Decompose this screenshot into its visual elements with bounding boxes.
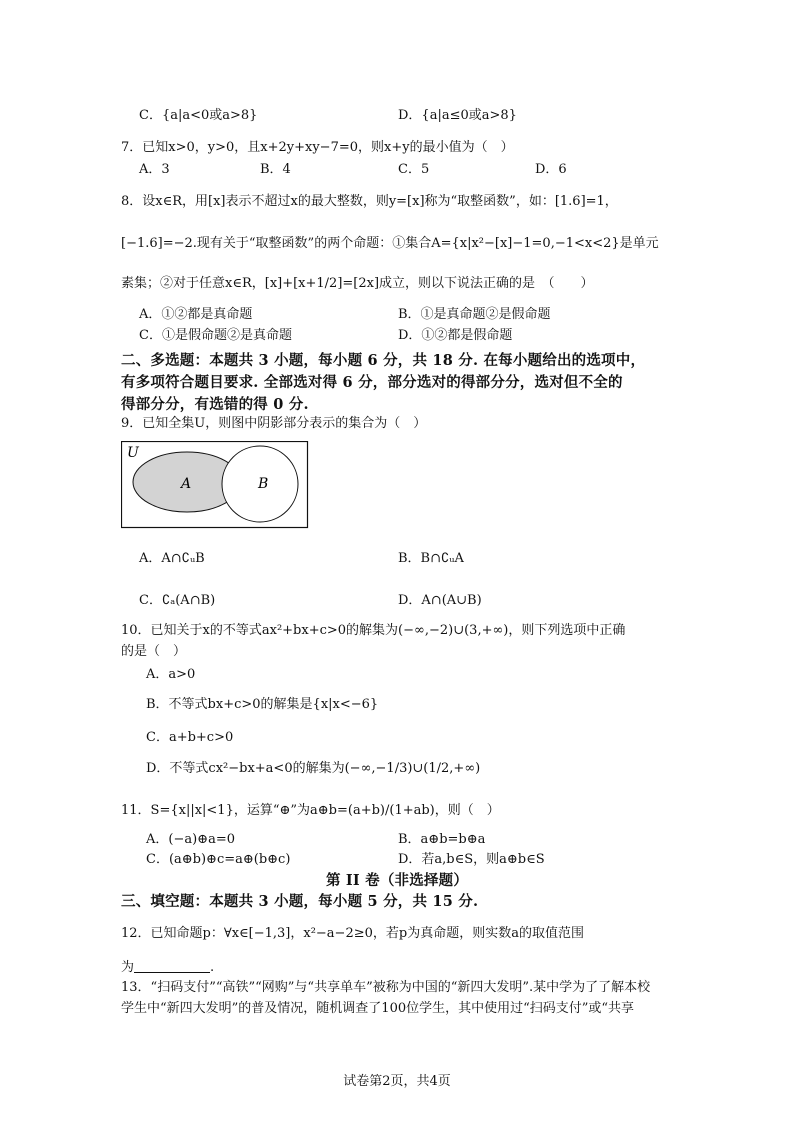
q12-line-1: 12．已知命题p：∀x∈[−1,3]，x²−a−2≥0，若p为真命题，则实数a的取值范围 (121, 926, 584, 941)
venn-diagram (121, 441, 311, 531)
q8-option-a: A．①②都是真命题 (139, 307, 253, 322)
part-2-title: 第 II 卷（非选择题） (325, 872, 469, 889)
section-2-heading-line-2: 有多项符合题目要求. 全部选对得 6 分，部分选对的得部分分，选对但不全的 (121, 374, 623, 391)
q10-line-1: 10．已知关于x的不等式ax²+bx+c>0的解集为(−∞,−2)∪(3,+∞)，则下列选项中正确 (121, 623, 626, 638)
q9-option-d: D．A∩(A∪B) (398, 593, 482, 608)
q8-option-b: B．①是真命题②是假命题 (398, 307, 551, 322)
q7-option-b: B．4 (260, 162, 291, 177)
q11-option-d: D．若a,b∈S，则a⊕b∈S (398, 852, 545, 867)
q12-line-2-prefix: 为 (121, 960, 135, 975)
q7-option-a: A．3 (139, 162, 170, 177)
q6-option-d: D．{a|a≤0或a>8} (398, 108, 517, 123)
q11-option-a: A．(−a)⊕a=0 (146, 832, 235, 847)
q13-line-2: 学生中“新四大发明”的普及情况，随机调查了100位学生，其中使用过“扫码支付”或“共享 (121, 1001, 635, 1016)
q12-line-2-suffix: . (210, 960, 215, 975)
q9-option-a: A．A∩∁ᵤB (139, 551, 205, 566)
q8-option-d: D．①②都是假命题 (398, 328, 513, 343)
page-footer: 试卷第2页，共4页 (343, 1074, 451, 1089)
universe-label: U (127, 445, 139, 461)
section-2-heading-line-1: 二、多选题：本题共 3 小题，每小题 6 分，共 18 分. 在每小题给出的选项中， (121, 352, 646, 369)
section-2-heading-line-3: 得部分分，有选错的得 0 分. (121, 396, 309, 413)
q8-line-2: [−1.6]=−2.现有关于“取整函数”的两个命题：①集合A={x|x²−[x]−1=0,−1<x<2}是单元 (121, 236, 659, 251)
q10-option-b: B．不等式bx+c>0的解集是{x|x<−6} (146, 697, 379, 712)
q11-stem: 11．S={x||x|<1}，运算“⊕”为a⊕b=(a+b)/(1+ab)，则（ ） (121, 803, 500, 818)
q10-line-2: 的是（ ） (121, 644, 187, 659)
q12-line-2 (121, 958, 214, 977)
q11-option-b: B．a⊕b=b⊕a (398, 832, 486, 847)
q7-stem: 7．已知x>0，y>0，且x+2y+xy−7=0，则x+y的最小值为（ ） (121, 140, 514, 155)
q8-line-3: 素集；②对于任意x∈R，[x]+[x+1/2]=[2x]成立，则以下说法正确的是 （ ） (121, 276, 594, 291)
q10-option-a: A．a>0 (146, 667, 196, 682)
q7-option-d: D．6 (535, 162, 567, 177)
q8-line-1: 8．设x∈R，用[x]表示不超过x的最大整数，则y=[x]称为“取整函数”，如：[1.6]=1， (121, 194, 618, 209)
set-a-label: A (181, 476, 192, 492)
q9-option-c: C．∁ₐ(A∩B) (139, 593, 216, 608)
q9-option-b: B．B∩∁ᵤA (398, 551, 464, 566)
q13-line-1: 13．“扫码支付”“高铁”“网购”与“共享单车”被称为中国的“新四大发明”.某中学为了了解本校 (121, 980, 651, 995)
q12-answer-blank (134, 958, 210, 973)
q7-option-c: C．5 (398, 162, 430, 177)
q11-option-c: C．(a⊕b)⊕c=a⊕(b⊕c) (146, 852, 291, 867)
section-3-heading: 三、填空题：本题共 3 小题，每小题 5 分，共 15 分. (121, 893, 479, 910)
set-b-label: B (258, 476, 269, 492)
q8-option-c: C．①是假命题②是真命题 (139, 328, 292, 343)
q10-option-d: D．不等式cx²−bx+a<0的解集为(−∞,−1/3)∪(1/2,+∞) (146, 761, 481, 776)
q9-stem: 9．已知全集U，则图中阴影部分表示的集合为（ ） (121, 416, 427, 431)
q6-option-c: C．{a|a<0或a>8} (139, 108, 258, 123)
q10-option-c: C．a+b+c>0 (146, 730, 234, 745)
